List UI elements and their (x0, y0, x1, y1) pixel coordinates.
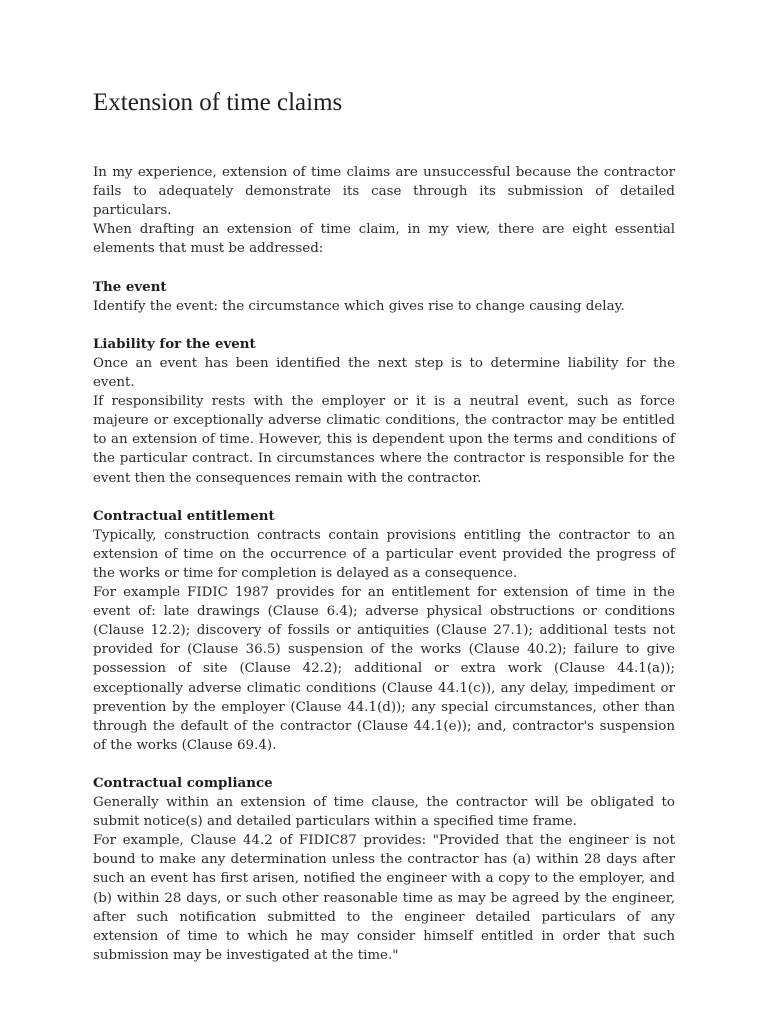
section-the-event (93, 278, 675, 316)
section-paragraph: For example FIDIC 1987 provides for an entitlement for extension of time in the event of: late drawings (Clause 6.4); adverse physical obstructions or conditions (Clause 12.2); discovery of fossils or antiquities (Clause 27.1); additional tests not provided for (Clause 36.5) suspension of the works (Clause 40.2); failure to give possession of site (Clause 42.2); additional or extra work (Clause 44.1(a)); exceptionally adverse climatic conditions (Clause 44.1(c)), any delay, impediment or prevention by the employer (Clause 44.1(d)); any special circumstances, other than through the default of the contractor (Clause 44.1(e)); and, contractor's suspension of the works (Clause 69.4). (93, 585, 675, 753)
section-heading: Contractual compliance (93, 775, 273, 791)
section-paragraph: Once an event has been identified the next step is to determine liability for the event. (93, 355, 675, 391)
document-title: Extension of time claims (93, 89, 343, 116)
section-paragraph: Generally within an extension of time clause, the contractor will be obligated to submit notice(s) and detailed particulars within a specified time frame. (93, 795, 675, 830)
document-page (93, 86, 675, 965)
section-paragraph: For example, Clause 44.2 of FIDIC87 provides: "Provided that the engineer is not bound to make any determination unless the contractor has (a) within 28 days after such an event has first arisen, notified the engineer with a copy to the employer, and (b) within 28 days, or such other reasonable time as may be agreed by the engineer, after such notification submitted to the engineer detailed particulars of any extension of time to which he may consider himself entitled in order that such submission may be investigated at the time." (93, 833, 675, 963)
section-contractual-entitlement (93, 507, 675, 755)
section-paragraph: Identify the event: the circumstance which gives rise to change causing delay. (93, 298, 625, 314)
section-heading: The event (93, 278, 167, 295)
section-paragraph: If responsibility rests with the employer or it is a neutral event, such as force majeure or exceptionally adverse climatic conditions, the contractor may be entitled to an extension of time. However, this is dependent upon the terms and conditions of the particular contract. In circumstances where the contractor is responsible for the event then the consequences remain with the contractor. (93, 394, 675, 486)
section-contractual-compliance (93, 774, 675, 965)
section-heading: Liability for the event (93, 335, 256, 352)
intro-block (93, 163, 675, 258)
section-heading: Contractual entitlement (93, 507, 275, 524)
intro-paragraph-1: In my experience, extension of time claims are unsuccessful because the contractor fails to adequately demonstrate its case through its submission of detailed particulars. (93, 165, 675, 219)
section-liability (93, 335, 675, 488)
section-paragraph: Typically, construction contracts contain provisions entitling the contractor to an extension of time on the occurrence of a particular event provided the progress of the works or time for completion is delayed as a consequence. (93, 527, 675, 581)
intro-paragraph-2: When drafting an extension of time claim, in my view, there are eight essential elements that must be addressed: (93, 222, 675, 257)
